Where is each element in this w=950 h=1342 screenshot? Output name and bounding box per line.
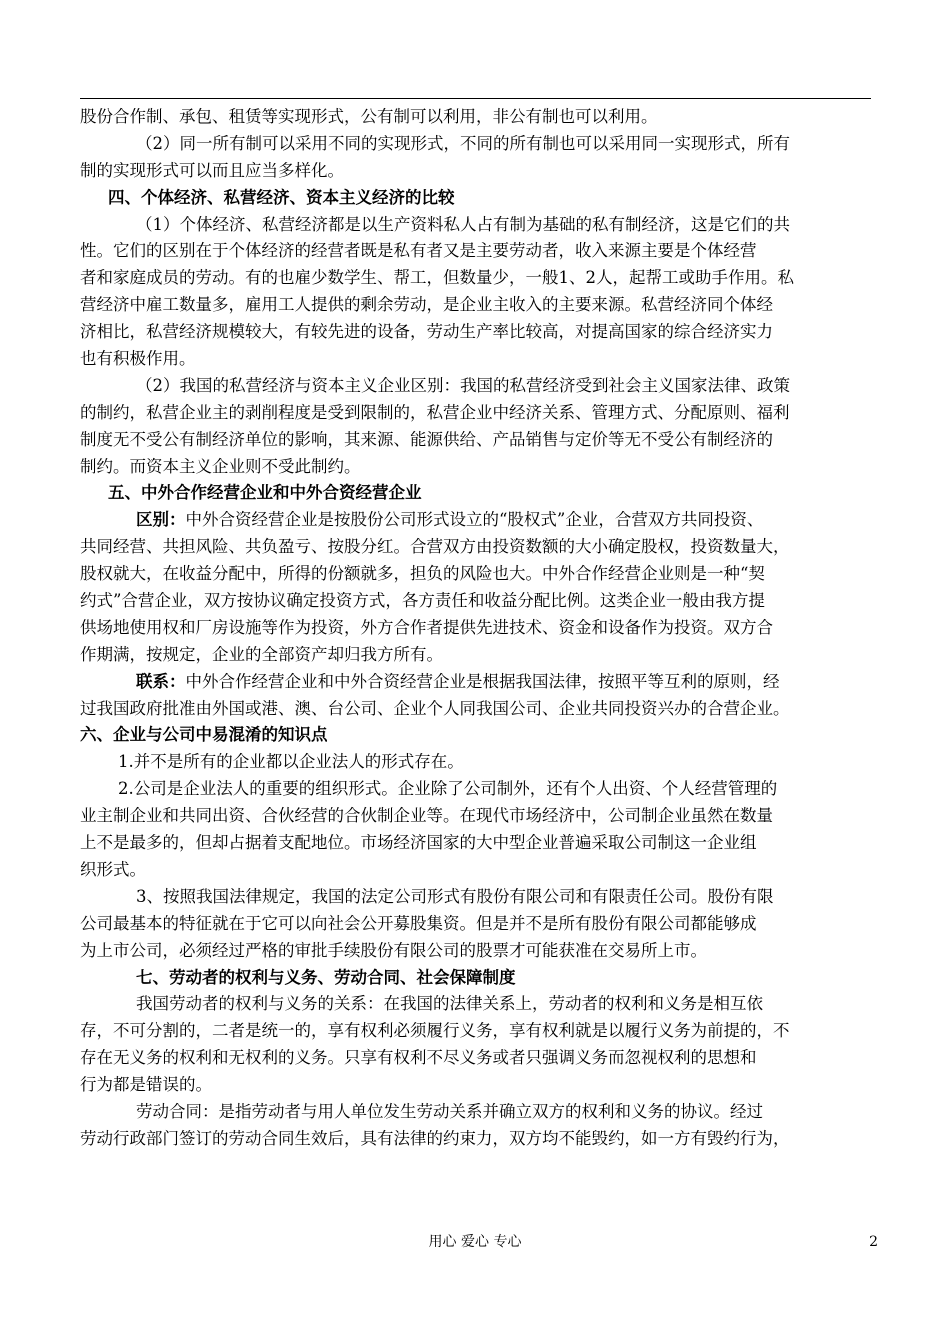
text-line xyxy=(80,857,871,884)
footer-motto: 用心 爱心 专心 xyxy=(428,1234,522,1250)
text-line xyxy=(80,938,871,965)
line-text: 存在无义务的权利和无权利的义务。只享有权利不尽义务或者只强调义务而忽视权利的思想和 xyxy=(80,1048,757,1068)
text-line xyxy=(80,669,871,696)
text-line xyxy=(80,131,871,158)
line-text: 织形式。 xyxy=(80,859,146,879)
text-line xyxy=(80,104,871,131)
text-line xyxy=(80,507,871,534)
text-line xyxy=(80,292,871,319)
line-text: 股权就大，在收益分配中，所得的份额就多，担负的风险也大。中外合作经营企业则是一种“契 xyxy=(80,564,765,584)
text-line xyxy=(80,884,871,911)
text-line xyxy=(80,1126,871,1153)
line-text: 中外合资经营企业是按股份公司形式设立的“股权式”企业，合营双方共同投资、 xyxy=(185,510,764,530)
line-text: 六、企业与公司中易混淆的知识点 xyxy=(80,725,328,745)
line-text: 制度无不受公有制经济单位的影响，其来源、能源供给、产品销售与定价等无不受公有制经济的 xyxy=(80,429,773,449)
line-text: （2）我国的私营经济与资本主义企业区别：我国的私营经济受到社会主义国家法律、政策 xyxy=(136,375,790,395)
line-text: 业主制企业和共同出资、合伙经营的合伙制企业等。在现代市场经济中，公司制企业虽然在数量 xyxy=(80,806,773,826)
line-text: 过我国政府批准由外国或港、澳、台公司、企业个人同我国公司、企业共同投资兴办的合营企业。 xyxy=(80,698,790,718)
line-text: 公司最基本的特征就在于它可以向社会公开募股集资。但是并不是所有股份有限公司都能够成 xyxy=(80,913,757,933)
line-text: 者和家庭成员的劳动。有的也雇少数学生、帮工，但数量少，一般1、2人，起帮工或助手作用。私 xyxy=(80,268,794,288)
line-text: 作期满，按规定，企业的全部资产却归我方所有。 xyxy=(80,644,443,664)
line-text: 制约。而资本主义企业则不受此制约。 xyxy=(80,456,361,476)
text-line xyxy=(80,1099,871,1126)
text-line xyxy=(80,427,871,454)
line-text: 行为都是错误的。 xyxy=(80,1075,212,1095)
line-text: 股份合作制、承包、租赁等实现形式，公有制可以利用，非公有制也可以利用。 xyxy=(80,107,658,126)
line-text: 存，不可分割的，二者是统一的，享有权利必须履行义务，享有权利就是以履行义务为前提的，不 xyxy=(80,1021,790,1041)
text-line xyxy=(80,319,871,346)
line-text: 劳动合同：是指劳动者与用人单位发生劳动关系并确立双方的权利和义务的协议。经过 xyxy=(136,1101,763,1121)
text-line xyxy=(80,911,871,938)
text-line xyxy=(80,642,871,669)
section-heading xyxy=(80,480,871,507)
text-line xyxy=(80,776,871,803)
line-text: 2.公司是企业法人的重要的组织形式。企业除了公司制外，还有个人出资、个人经营管理的 xyxy=(118,779,778,799)
document-body xyxy=(80,104,871,1153)
line-text: 制的实现形式可以而且应当多样化。 xyxy=(80,160,344,180)
line-text: 为上市公司，必须经过严格的审批手续股份有限公司的股票才可能获准在交易所上市。 xyxy=(80,940,707,960)
text-line xyxy=(80,400,871,427)
text-line xyxy=(80,346,871,373)
text-line xyxy=(80,454,871,481)
line-text: 四、个体经济、私营经济、资本主义经济的比较 xyxy=(108,187,455,207)
line-text: 中外合作经营企业和中外合资经营企业是根据我国法律，按照平等互利的原则，经 xyxy=(185,671,780,691)
term-label: 联系： xyxy=(136,671,186,691)
text-line xyxy=(80,1018,871,1045)
line-text: 3、按照我国法律规定，我国的法定公司形式有股份有限公司和有限责任公司。股份有限 xyxy=(136,886,774,906)
line-text: （2）同一所有制可以采用不同的实现形式，不同的所有制也可以采用同一实现形式，所有 xyxy=(136,133,790,153)
line-text: 七、劳动者的权利与义务、劳动合同、社会保障制度 xyxy=(136,967,516,987)
text-line xyxy=(80,830,871,857)
text-line xyxy=(80,1072,871,1099)
text-line xyxy=(80,373,871,400)
text-line xyxy=(80,158,871,185)
line-text: 的制约，私营企业主的剥削程度是受到限制的，私营企业中经济关系、管理方式、分配原则、福利 xyxy=(80,402,790,422)
text-line xyxy=(80,1045,871,1072)
line-text: 约式”合营企业，双方按协议确定投资方式，各方责任和收益分配比例。这类企业一般由我方提 xyxy=(80,591,765,611)
text-line xyxy=(80,696,871,723)
text-line xyxy=(80,749,871,776)
line-text: 营经济中雇工数量多，雇用工人提供的剩余劳动，是企业主收入的主要来源。私营经济同个体经 xyxy=(80,295,773,315)
text-line xyxy=(80,212,871,239)
section-heading xyxy=(80,722,871,749)
line-text: 1.并不是所有的企业都以企业法人的形式存在。 xyxy=(118,752,464,772)
text-line xyxy=(80,588,871,615)
text-line xyxy=(80,534,871,561)
line-text: 济相比，私营经济规模较大，有较先进的设备，劳动生产率比较高，对提高国家的综合经济实力 xyxy=(80,322,773,342)
text-line xyxy=(80,561,871,588)
term-label: 区别： xyxy=(136,510,186,530)
line-text: 性。它们的区别在于个体经济的经营者既是私有者又是主要劳动者，收入来源主要是个体经营 xyxy=(80,241,757,261)
line-text: 五、中外合作经营企业和中外合资经营企业 xyxy=(108,483,422,503)
line-text: 共同经营、共担风险、共负盈亏、按股分红。合营双方由投资数额的大小确定股权，投资数量大， xyxy=(80,537,790,557)
text-line xyxy=(80,238,871,265)
page-number: 2 xyxy=(869,1234,878,1250)
line-text: （1）个体经济、私营经济都是以生产资料私人占有制为基础的私有制经济，这是它们的共 xyxy=(136,214,790,234)
line-text: 供场地使用权和厂房设施等作为投资，外方合作者提供先进技术、资金和设备作为投资。双方合 xyxy=(80,617,773,637)
header-rule xyxy=(80,98,871,99)
page-footer xyxy=(0,1229,950,1255)
line-text: 也有积极作用。 xyxy=(80,349,196,369)
section-heading xyxy=(80,185,871,212)
line-text: 劳动行政部门签订的劳动合同生效后，具有法律的约束力，双方均不能毁约，如一方有毁约行为， xyxy=(80,1128,790,1148)
line-text: 我国劳动者的权利与义务的关系：在我国的法律关系上，劳动者的权利和义务是相互依 xyxy=(136,994,763,1014)
section-heading xyxy=(80,965,871,992)
text-line xyxy=(80,991,871,1018)
text-line xyxy=(80,265,871,292)
text-line xyxy=(80,615,871,642)
line-text: 上不是最多的，但却占据着支配地位。市场经济国家的大中型企业普遍采取公司制这一企业组 xyxy=(80,833,757,853)
text-line xyxy=(80,803,871,830)
